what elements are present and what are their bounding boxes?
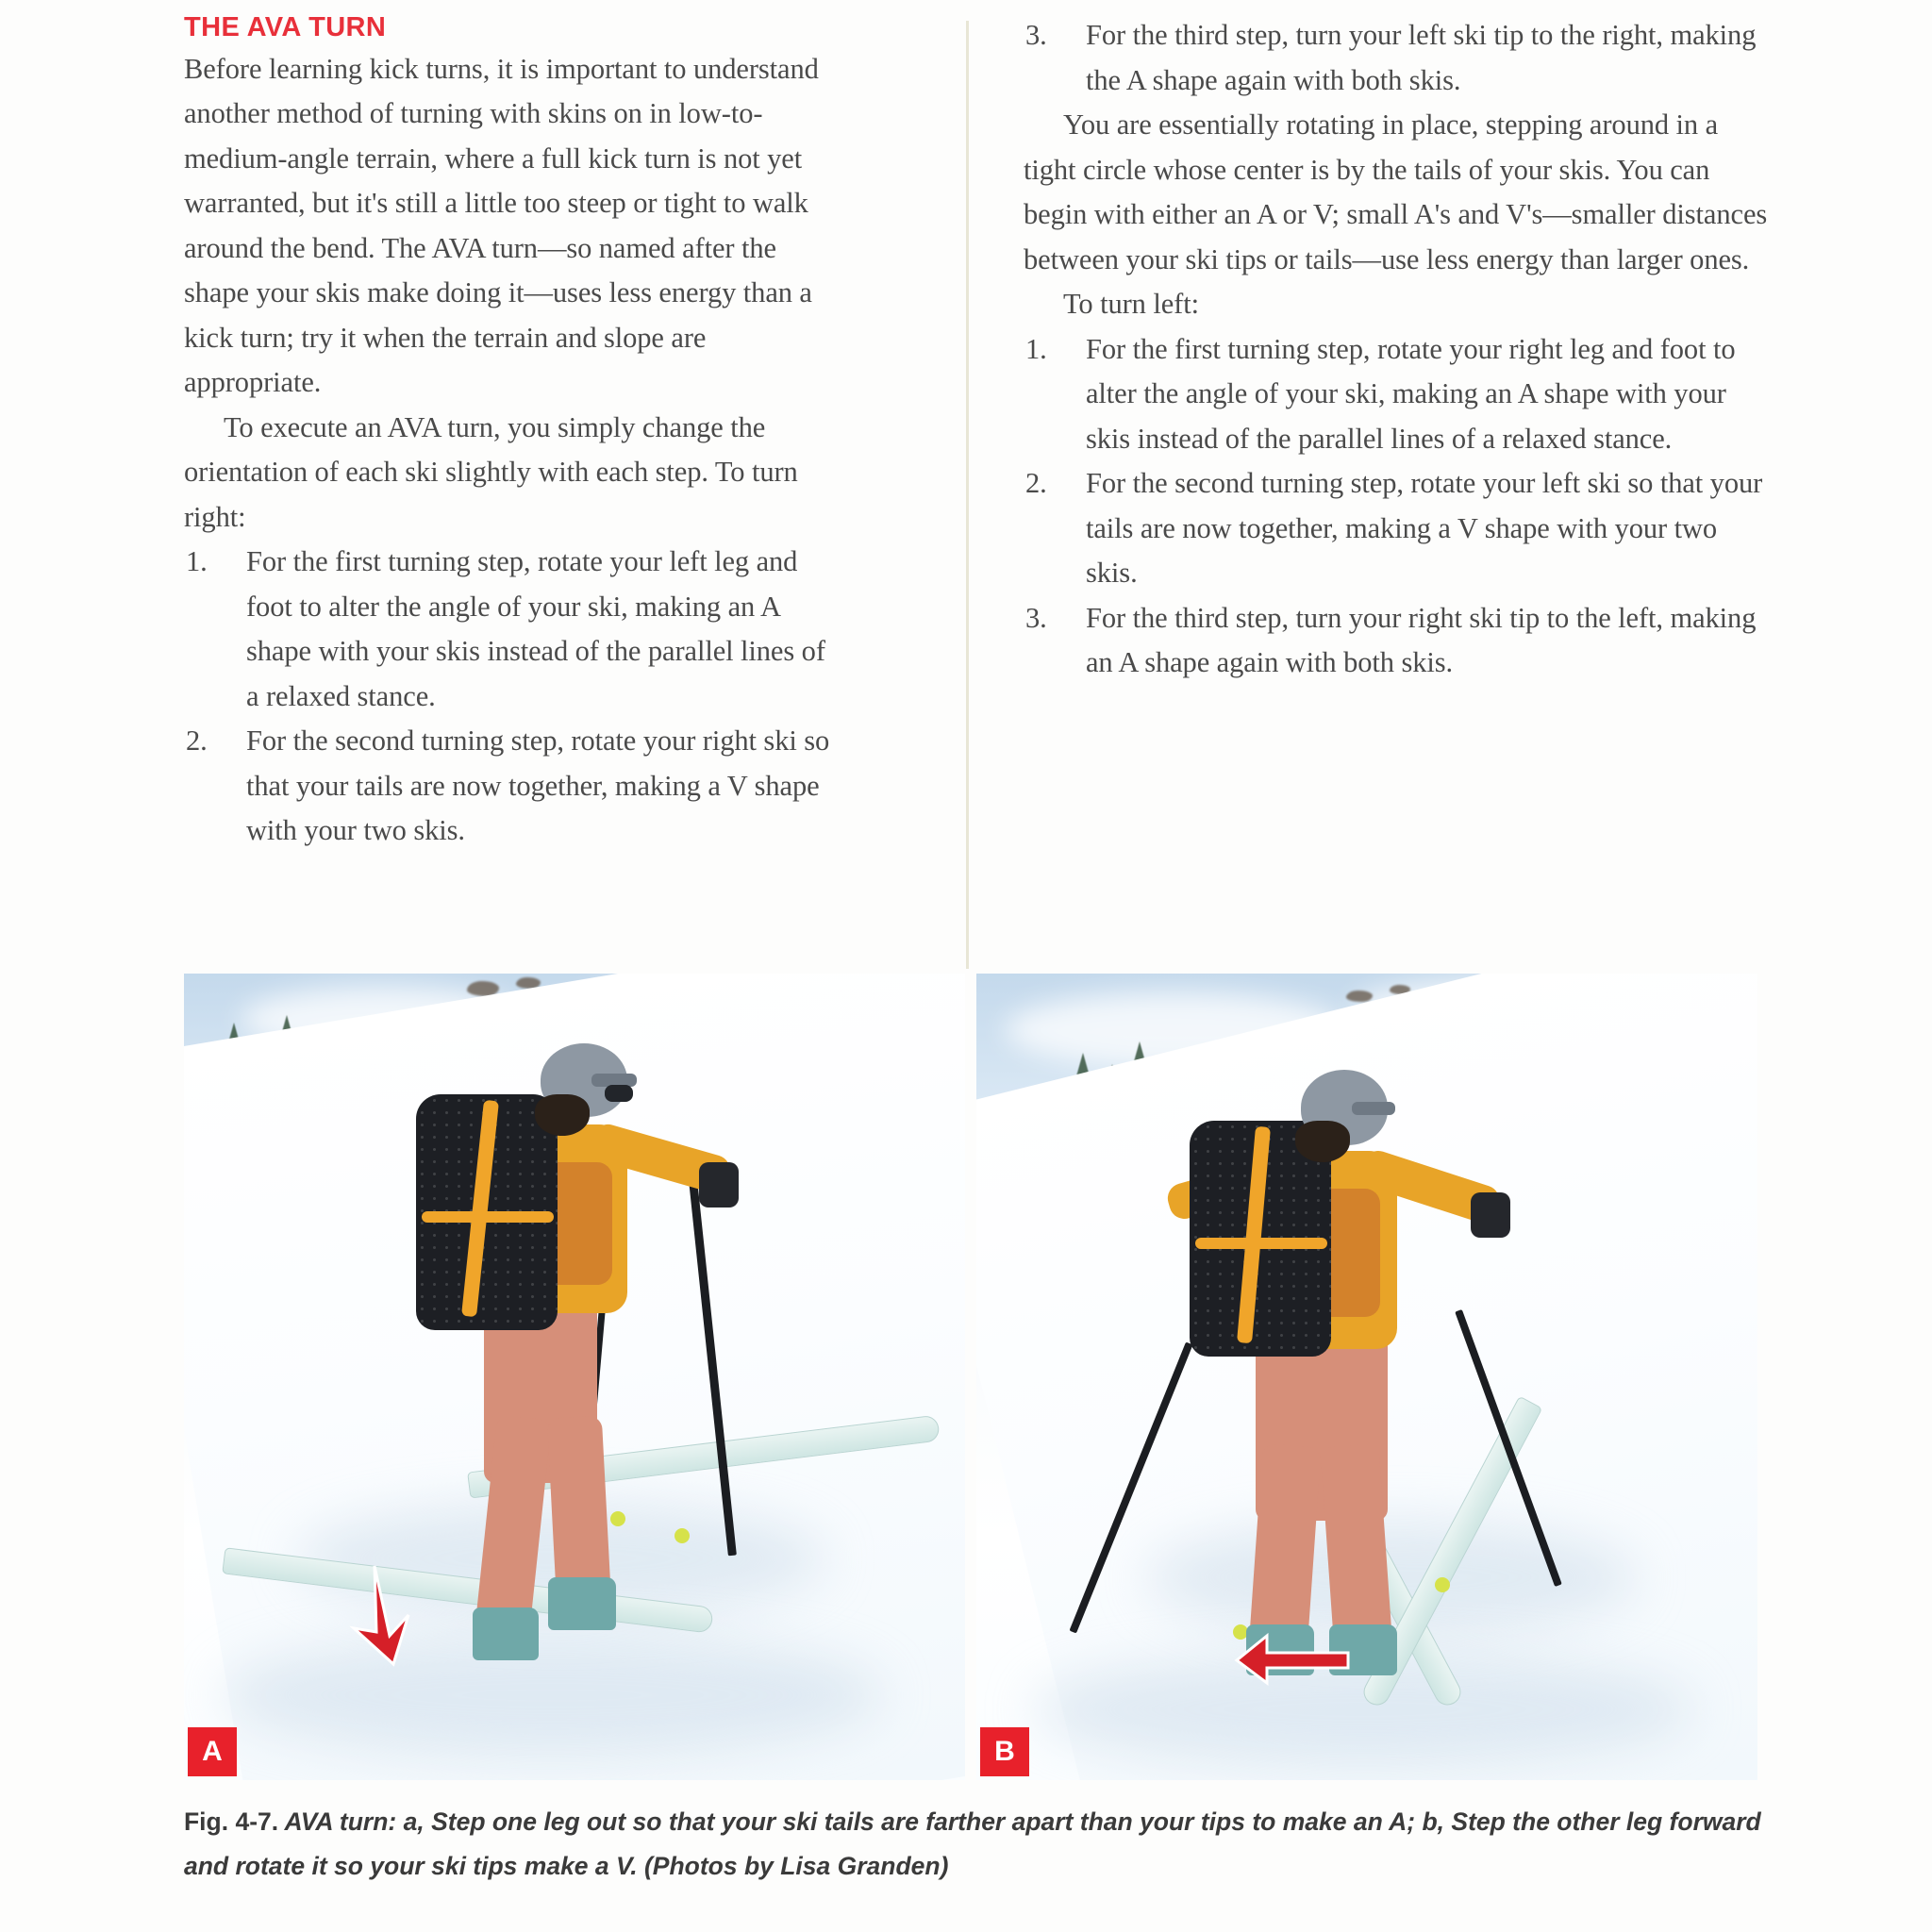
- left-step-list: [184, 540, 844, 854]
- figure-caption: [184, 1800, 1761, 1889]
- photo-a-scene: [184, 974, 965, 1780]
- pole-basket-icon: [1435, 1577, 1450, 1592]
- red-arrow-icon: [346, 1558, 431, 1672]
- rock: [1346, 991, 1373, 1002]
- right-step-list: [1024, 327, 1774, 686]
- column-divider: [966, 21, 969, 969]
- figure-photos: [0, 974, 1932, 1785]
- right-paragraph-2: To turn left:: [1063, 288, 1199, 320]
- hair: [1295, 1121, 1350, 1162]
- left-paragraph-1: Before learning kick turns, it is important to understand another method of turning with skins on in low-to-medium-angle terrain, where a full kick turn is not yet warranted, but it's still a little too steep or tight to walk around the bend. The AVA turn—so named after the shape your skis make doing it—uses less energy than a kick turn; try it when the terrain and slope are appropriate.: [184, 52, 819, 399]
- boot-front: [548, 1577, 616, 1630]
- glove: [1471, 1192, 1510, 1238]
- glove: [699, 1162, 739, 1208]
- backpack-strap: [1195, 1238, 1327, 1249]
- goggles: [605, 1085, 633, 1102]
- boot-rear: [473, 1607, 539, 1660]
- photo-label-a: A: [188, 1727, 237, 1776]
- right-continued-step-list: [1024, 13, 1774, 103]
- hair: [535, 1094, 590, 1136]
- right-column: [967, 0, 1932, 962]
- caption-lead: Fig. 4-7.: [184, 1807, 279, 1836]
- snow-shadow: [222, 1634, 882, 1757]
- pole-basket-icon: [675, 1528, 690, 1543]
- photo-label-b: B: [980, 1727, 1029, 1776]
- pole-basket-icon: [610, 1511, 625, 1526]
- caption-text: AVA turn: a, Step one leg out so that your ski tails are farther apart than your tips to make an A; b, Step the other leg forward and rotate it so your ski tips make a V. (Photos by Lisa Granden): [184, 1807, 1761, 1880]
- list-item: For the third step, turn your left ski tip to the right, making the A shape again with both skis.: [1086, 19, 1757, 96]
- list-item: For the second turning step, rotate your right ski so that your tails are now together, making a V shape with your two skis.: [246, 724, 830, 847]
- text-columns: [0, 0, 1932, 962]
- left-column: [0, 0, 967, 962]
- right-paragraph-1: You are essentially rotating in place, stepping around in a tight circle whose center is by the tails of your skis. You can begin with either an A or V; small A's and V's—smaller distances between your ski tips or tails—use less energy than larger ones.: [1024, 108, 1768, 275]
- list-item: For the first turning step, rotate your right leg and foot to alter the angle of your ski, making an A shape with your skis instead of the parallel lines of a relaxed stance.: [1086, 332, 1736, 455]
- list-item: For the first turning step, rotate your left leg and foot to alter the angle of your ski, making an A shape with your skis instead of the parallel lines of a relaxed stance.: [246, 545, 825, 712]
- red-arrow-icon: [1231, 1626, 1354, 1692]
- photo-a: [184, 974, 965, 1780]
- backpack-strap: [422, 1211, 554, 1223]
- helmet-brim: [1352, 1102, 1395, 1115]
- photo-b-scene: [976, 974, 1757, 1780]
- photo-b: [976, 974, 1757, 1780]
- left-paragraph-2: To execute an AVA turn, you simply change the orientation of each ski slightly with each step. To turn right:: [184, 410, 798, 533]
- page-title: THE AVA TURN: [184, 12, 387, 42]
- list-item: For the third step, turn your right ski tip to the left, making an A shape again with both skis.: [1086, 601, 1757, 678]
- list-item: For the second turning step, rotate your left ski so that your tails are now together, making a V shape with your two skis.: [1086, 467, 1763, 589]
